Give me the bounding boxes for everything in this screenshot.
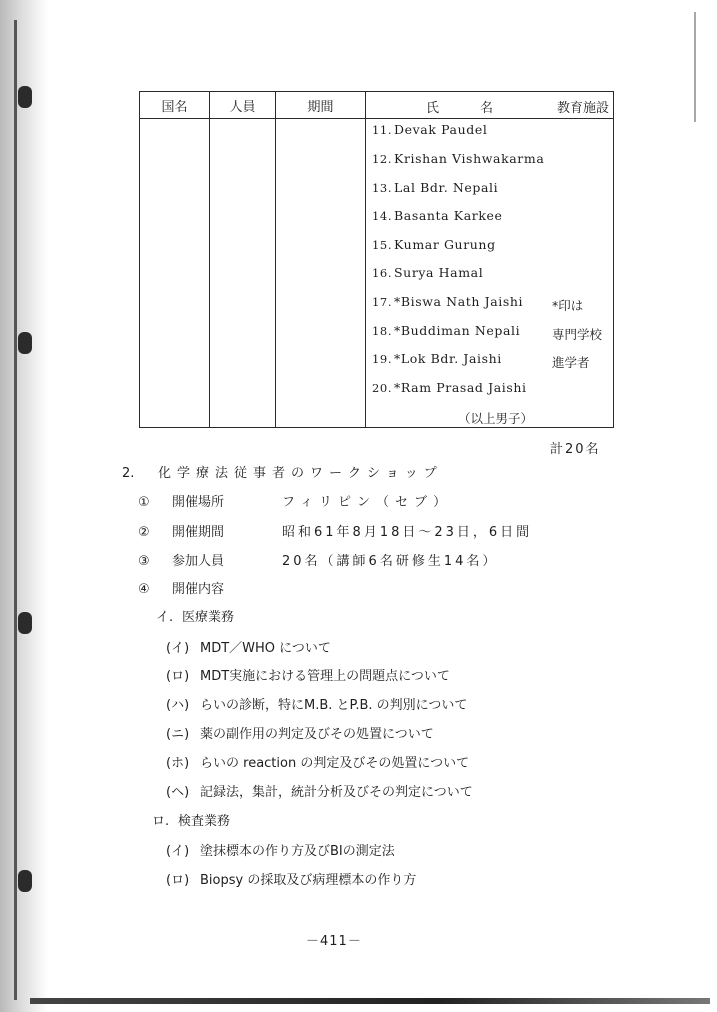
header-name-school [366,92,614,119]
list-item: (ロ) MDT実施における管理上の問題点について [166,669,450,684]
list-item: 18. *Buddiman Nepali [372,323,521,338]
table-header-row [140,92,614,119]
binding-edge [14,20,17,1000]
list-item: 17. *Biswa Nath Jaishi [372,294,524,309]
list-item: 12. Krishan Vishwakarma [372,151,545,166]
table-body-row [140,119,614,428]
header-personnel: 人員 [210,92,276,119]
header-school: 教育施設 [556,101,609,116]
list-item: 15. Kumar Gurung [372,237,496,252]
cell-names [366,119,614,428]
page-edge-mark [694,12,702,122]
cell-period [276,119,366,428]
header-name: 氏 名 [426,101,508,116]
section-title: 化学療法従事者のワークショップ [158,466,443,481]
list-item: 11. Devak Paudel [372,122,488,137]
binder-hole [18,870,32,892]
side-note: 専門学校 [552,327,603,342]
section-heading [122,462,443,481]
cell-personnel [210,119,276,428]
section-number: 2. [122,466,135,481]
detail-row: ① 開催場所 フィリピン（セブ） [138,495,453,510]
subsection-heading: イ. 医療業務 [156,610,235,625]
trainee-table [139,91,614,428]
side-note: 進学者 [552,355,590,370]
list-item: (イ) 塗抹標本の作り方及びBIの測定法 [166,844,395,859]
list-item: 16. Surya Hamal [372,265,484,280]
table-end-note: （以上男子） [458,411,534,426]
list-item: (ホ) らいの reaction の判定及びその処置について [166,756,470,771]
binder-hole [18,612,32,634]
detail-row: ② 開催期間 昭和61年8月18日〜23日，6日間 [138,525,533,540]
list-item: 19. *Lok Bdr. Jaishi [372,351,502,366]
list-item: (ヘ) 記録法，集計，統計分析及びその判定について [166,785,473,800]
list-item: 20. *Ram Prasad Jaishi [372,380,527,395]
detail-row: ③ 参加人員 20名（講師6名研修生14名） [138,554,499,569]
names-list [366,119,613,427]
list-item: 14. Basanta Karkee [372,208,503,223]
binder-hole [18,86,32,108]
subsection-heading: ロ. 検査業務 [152,814,231,829]
binding-shadow [0,0,48,1012]
side-note: *印は [552,298,584,313]
list-item: 13. Lal Bdr. Nepali [372,180,499,195]
total-count: 計20名 [550,442,601,457]
cell-country [140,119,210,428]
binder-hole [18,332,32,354]
list-item: (ハ) らいの診断，特にM.B. とP.B. の判別について [166,698,468,713]
list-item: (ロ) Biopsy の採取及び病理標本の作り方 [166,873,417,888]
header-country: 国名 [140,92,210,119]
list-item: (ニ) 薬の副作用の判定及びその処置について [166,727,434,742]
detail-row: ④ 開催内容 [138,582,225,597]
page-number: －411－ [306,934,362,949]
header-period: 期間 [276,92,366,119]
page-bottom-edge [30,998,710,1004]
list-item: (イ) MDT／WHO について [166,641,331,656]
